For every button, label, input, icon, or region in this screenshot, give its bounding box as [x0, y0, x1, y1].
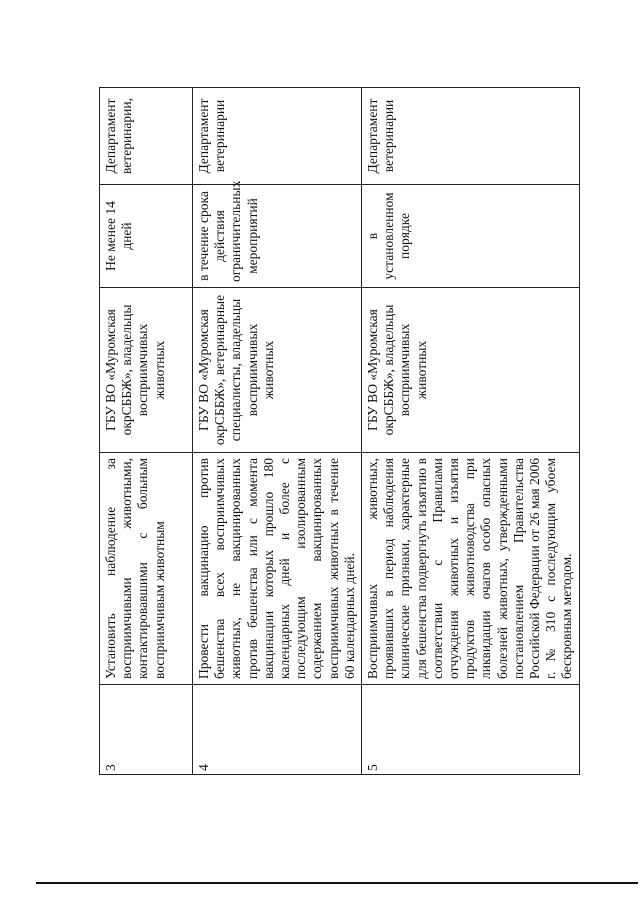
term-cell: в течение срока действия ограничительных мероприятий	[193, 185, 362, 288]
measures-table	[99, 87, 580, 775]
term-cell: Не менее 14 дней	[100, 185, 193, 288]
executor-cell: ГБУ ВО «Муромская окрСББЖ», ветеринарные специалисты, владельцы восприимчивых животных	[193, 288, 362, 453]
responsible-cell: Департамент ветеринарии,	[100, 88, 193, 185]
table-row	[193, 88, 362, 775]
term-cell: в установленном порядке	[362, 185, 580, 288]
executor-cell: ГБУ ВО «Муромская окрСББЖ», владельцы восприимчивых животных	[100, 288, 193, 453]
action-cell: Провести вакцинацию против бешенства всех восприимчивых животных, не вакцинированных против бешенства или с момента вакцинации которых прошло 180 календарных дней и более с последующим изолированным содержанием вакцинированных восприимчивых животных в течение 60 календарных дней.	[193, 453, 362, 685]
table-row	[362, 88, 580, 775]
bottom-rule	[36, 882, 638, 884]
action-cell: Восприимчивых животных, проявивших в период наблюдения клинические признаки, характерные для бешенства подвергнуть изъятию в соответствии с Правилами отчуждения животных и изъятия продуктов животноводства при ликвидации очагов особо опасных болезней животных, утвержденными постановлением Правительства Российской Федерации от 26 мая 2006 г. № 310 с последующим убоем бескровным методом.	[362, 453, 580, 685]
row-number: 4	[193, 685, 362, 775]
responsible-cell: Департамент ветеринарии	[193, 88, 362, 185]
action-cell: Установить наблюдение за восприимчивыми животными, контактировавшими с больным восприимчивым животным	[100, 453, 193, 685]
executor-cell: ГБУ ВО «Муромская окрСББЖ», владельцы восприимчивых животных	[362, 288, 580, 453]
responsible-cell: Департамент ветеринарии	[362, 88, 580, 185]
table-row	[100, 88, 193, 775]
row-number: 5	[362, 685, 580, 775]
rotated-table-wrapper	[99, 88, 575, 775]
row-number: 3	[100, 685, 193, 775]
